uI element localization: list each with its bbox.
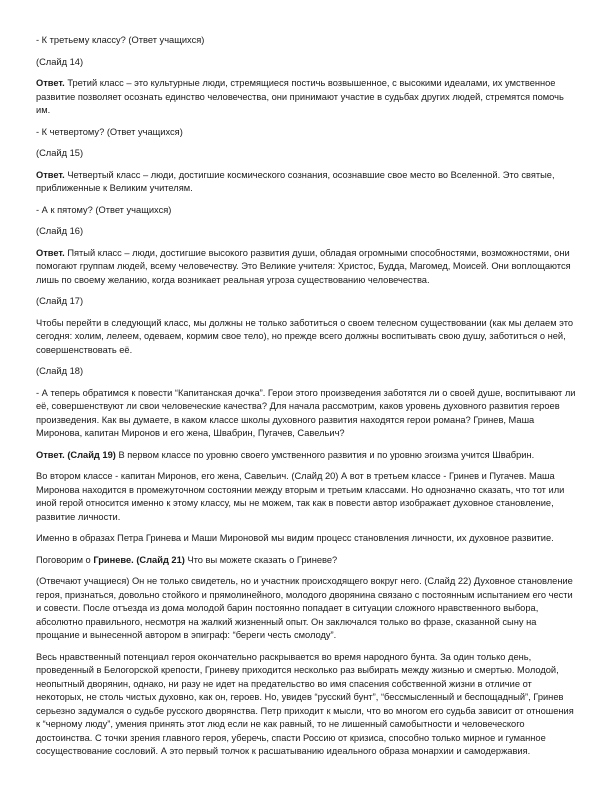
answer-label: Ответ. <box>36 169 65 180</box>
paragraph-text: (Слайд 18) <box>36 366 84 376</box>
slide-17-ref <box>36 295 576 309</box>
paragraph-text: Во втором классе - капитан Миронов, его жена, Савельич. (Слайд 20) А вот в третьем классе - Гринев и Пугачев. Маша Миронова находится в промежуточном состоянии между вторым и третьим классами. Но однозначно сказать, что тот или иной герой относится именно к этому классу, мы не можем, так как в повести автор изображает духовное становление, развитие личности. <box>36 471 565 522</box>
answer-third-class <box>36 77 576 118</box>
paragraph-text: (Слайд 14) <box>36 56 84 67</box>
question-fifth-class <box>36 204 576 218</box>
paragraph-text: - К третьему классу? (Ответ учащихся) <box>36 35 205 45</box>
paragraph-text: - А теперь обратимся к повести “Капитанская дочка”. Герои этого произведения заботятся ли о своей душе, воспитывают ли её, совершенствуют ли свои человеческие качества? Для начала рассмотрим, каков уровень духовного развития героев произведения. Как вы думаете, в каком классе школы духовного развития находятся герои романа? Гринев, Маша Миронова, капитан Миронов и его жена, Швабрин, Пугачев, Савельич? <box>36 387 576 438</box>
question-third-class <box>36 34 576 48</box>
slide-15-ref <box>36 147 576 161</box>
paragraph-text: (Слайд 16) <box>36 226 84 236</box>
bold-phrase: Гриневе. (Слайд 21) <box>93 554 185 565</box>
paragraph-text: Третий класс – это культурные люди, стремящиеся постичь возвышенное, с высокими идеалами, их умственное развитие позволяет осознать единство человечества, они принимают участие в судьбах других людей, стремятся помочь им. <box>36 78 564 115</box>
paragraph-second-class <box>36 470 576 524</box>
paragraph-soul-care <box>36 317 576 358</box>
paragraph-text: Четвертый класс – люди, достигшие космического сознания, осознавшие свое место во Вселенной. Это святые, приближенные к Великим учителям. <box>36 169 555 193</box>
paragraph-text: Пятый класс – люди, достигшие высокого развития души, обладая огромными способностями, возможностями, они помогают группам людей, всему человечеству. Это Великие учителя: Христос, Будда, Магомед, Моисей. Они воплощаются лишь по своему желанию, когда возникает реальная угроза существованию человечества. <box>36 247 571 285</box>
paragraph-text: (Слайд 15) <box>36 148 84 158</box>
paragraph-student-answer <box>36 575 576 643</box>
document-page <box>36 34 576 767</box>
answer-label: Ответ. <box>36 78 65 88</box>
paragraph-moral-potential <box>36 651 576 759</box>
answer-fifth-class <box>36 247 576 288</box>
paragraph-text: Поговорим о <box>36 554 94 565</box>
answer-label: Ответ. (Слайд 19) <box>36 449 116 460</box>
paragraph-text: (Слайд 17) <box>36 296 84 306</box>
paragraph-text: Весь нравственный потенциал героя окончательно раскрывается во время народного бунта. За один только день, проведенный в Белогорской крепости, Гриневу приходится несколько раз выбирать между жизнью и смертью. Молодой, неопытный дворянин, однако, ни разу не идет на предательство во имя спасения собственной жизни в отличие от некоторых, не столь чистых духовно, как он, героев. Но, увидев “русский бунт”, “бессмысленный и беспощадный”, Гринев серьезно задумался о судьбе русского дворянства. Петр приходит к мысли, что во многом его судьба зависит от отношения к “черному люду”, умения принять этот люд если не как равный, то не лишенный самобытности и человеческого достоинства. С точки зрения главного героя, уберечь, спасти Россию от кризиса, способно только мирное и гуманное сосуществование сословий. А это первый толчок к расшатыванию идеального образа монархии и самодержавия. <box>36 651 574 756</box>
paragraph-text: - А к пятому? (Ответ учащихся) <box>36 204 172 215</box>
paragraph-text: (Отвечают учащиеся) Он не только свидетель, но и участник происходящего вокруг него. (Слайд 22) Духовное становление героя, признаться, довольно стойкого и прямолинейного, молодого дворянина связано с постоянным испытанием его чести и совести. После отъезда из дома молодой барин постоянно попадает в ситуации сложного нравственного выбора, абсолютно правильного, несмотря на жалкий жизненный опыт. Он заключался только во фразе, сказанной сыну на прощание и вынесенной автором в эпиграф: “береги честь смолоду”. <box>36 576 573 640</box>
answer-fourth-class <box>36 169 576 196</box>
slide-16-ref <box>36 225 576 239</box>
paragraph-text: Что вы можете сказать о Гриневе? <box>184 554 338 565</box>
paragraph-text: - К четвертому? (Ответ учащихся) <box>36 126 183 137</box>
paragraph-captains-daughter <box>36 387 576 441</box>
paragraph-text: Чтобы перейти в следующий класс, мы должны не только заботиться о своем телесном существовании (как мы делаем это сегодня: холим, лелеем, одеваем, кормим свое тело), но прежде всего должны воспитывать свою душу, заботиться о ней, совершенствовать её. <box>36 317 574 355</box>
answer-label: Ответ. <box>36 247 65 258</box>
paragraph-text: Именно в образах Петра Гринева и Маши Мироновой мы видим процесс становления личности, их духовное развитие. <box>36 533 554 543</box>
paragraph-grinev-masha <box>36 532 576 546</box>
slide-18-ref <box>36 365 576 379</box>
slide-14-ref <box>36 56 576 70</box>
paragraph-about-grinev <box>36 554 576 568</box>
question-fourth-class <box>36 126 576 140</box>
paragraph-text: В первом классе по уровню своего умственного развития и по уровню эгоизма учится Швабрин. <box>115 449 535 460</box>
answer-slide-19 <box>36 449 576 463</box>
